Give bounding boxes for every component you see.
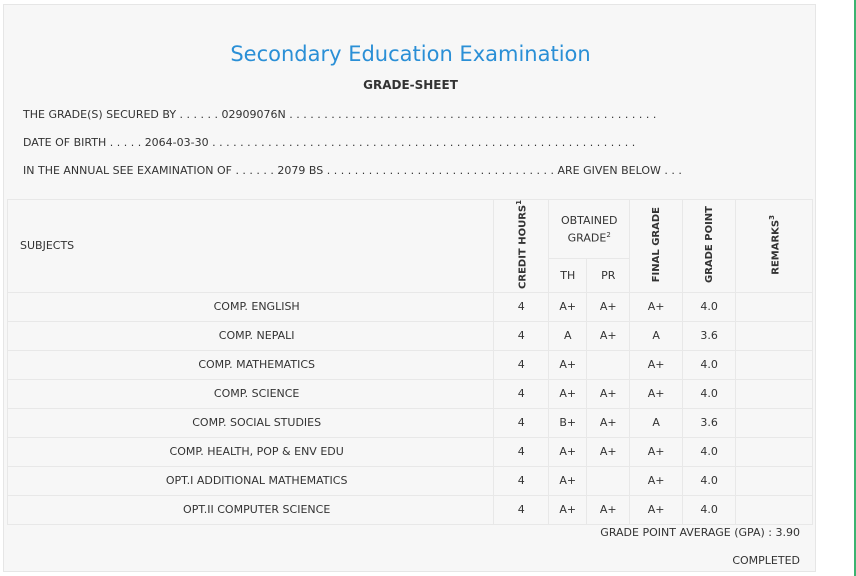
pr-grade-cell: A+ xyxy=(587,321,630,350)
exam-year: 2079 BS xyxy=(277,164,324,177)
final-grade-cell: A+ xyxy=(630,350,683,379)
grade-point-label: GRADE POINT xyxy=(703,205,715,283)
th-grade-cell: A+ xyxy=(549,437,587,466)
secured-by-dots: . . . . . . . . . . . . . . . . . . . . . . . . . . . . . . . . . . . . . . . . . . . . . . . . . . . . . xyxy=(289,108,657,121)
final-grade-cell: A+ xyxy=(630,437,683,466)
subject-cell: COMP. NEPALI xyxy=(8,321,494,350)
grade-point-cell: 4.0 xyxy=(683,466,736,495)
symbol-number: 02909076N xyxy=(221,108,286,121)
credit-footnote: 1 xyxy=(515,200,524,205)
remarks-cell xyxy=(736,466,813,495)
grade-point-cell: 4.0 xyxy=(683,437,736,466)
grade-point-header xyxy=(683,200,736,293)
th-header: TH xyxy=(549,258,587,292)
credit-cell: 4 xyxy=(494,466,549,495)
th-grade-cell: A+ xyxy=(549,350,587,379)
dob-line xyxy=(23,136,635,149)
final-grade-cell: A xyxy=(630,408,683,437)
obtained-grade-header xyxy=(549,200,630,259)
final-grade-header xyxy=(630,200,683,293)
dob-value: 2064-03-30 xyxy=(144,136,209,149)
th-grade-cell: A+ xyxy=(549,466,587,495)
th-grade-cell: A+ xyxy=(549,495,587,524)
table-row xyxy=(8,321,813,350)
secured-by-line xyxy=(23,108,656,121)
table-row xyxy=(8,495,813,524)
dob-dots: . . . . . . . . . . . . . . . . . . . . . . . . . . . . . . . . . . . . . . . . . . . . . . . . . . . . . . . . . . . . . xyxy=(212,136,636,149)
subject-cell: COMP. SOCIAL STUDIES xyxy=(8,408,494,437)
pr-grade-cell xyxy=(587,350,630,379)
table-header-row xyxy=(8,200,813,259)
subject-cell: COMP. HEALTH, POP & ENV EDU xyxy=(8,437,494,466)
credit-cell: 4 xyxy=(494,495,549,524)
exam-dots: . . . . . . . . . . . . . . . . . . . . . . . . . . . . . . . . . xyxy=(326,164,555,177)
final-grade-cell: A+ xyxy=(630,379,683,408)
pr-grade-cell xyxy=(587,466,630,495)
remarks-label: REMARKS xyxy=(770,219,782,275)
table-row xyxy=(8,437,813,466)
pr-grade-cell: A+ xyxy=(587,408,630,437)
final-grade-cell: A+ xyxy=(630,495,683,524)
table-row xyxy=(8,379,813,408)
table-row xyxy=(8,350,813,379)
th-grade-cell: A xyxy=(549,321,587,350)
remarks-cell xyxy=(736,321,813,350)
subject-cell: OPT.I ADDITIONAL MATHEMATICS xyxy=(8,466,494,495)
subject-cell: COMP. MATHEMATICS xyxy=(8,350,494,379)
remarks-cell xyxy=(736,379,813,408)
credit-hours-header xyxy=(494,200,549,293)
grade-point-cell: 4.0 xyxy=(683,495,736,524)
th-grade-cell: B+ xyxy=(549,408,587,437)
grade-point-cell: 3.6 xyxy=(683,408,736,437)
exam-tail: ARE GIVEN BELOW . . . xyxy=(557,164,682,177)
credit-cell: 4 xyxy=(494,408,549,437)
final-grade-cell: A xyxy=(630,321,683,350)
remarks-footnote: 3 xyxy=(767,214,776,220)
grade-point-cell: 3.6 xyxy=(683,321,736,350)
grade-sheet-card xyxy=(3,4,816,572)
final-grade-cell: A+ xyxy=(630,292,683,321)
subject-cell: COMP. ENGLISH xyxy=(8,292,494,321)
credit-cell: 4 xyxy=(494,321,549,350)
obtained-label: OBTAINED xyxy=(560,213,618,227)
completion-status: COMPLETED xyxy=(732,554,800,567)
exam-title: Secondary Education Examination xyxy=(230,42,591,66)
remarks-cell xyxy=(736,350,813,379)
pr-grade-cell: A+ xyxy=(587,437,630,466)
credit-cell: 4 xyxy=(494,292,549,321)
grades-table xyxy=(7,199,813,525)
subject-cell: OPT.II COMPUTER SCIENCE xyxy=(8,495,494,524)
grade-label: GRADE xyxy=(567,231,607,245)
credit-cell: 4 xyxy=(494,379,549,408)
table-row xyxy=(8,466,813,495)
gpa-summary: GRADE POINT AVERAGE (GPA) : 3.90 xyxy=(600,526,800,539)
subjects-header: SUBJECTS xyxy=(8,200,494,293)
pr-grade-cell: A+ xyxy=(587,292,630,321)
credit-cell: 4 xyxy=(494,350,549,379)
grade-footnote: 2 xyxy=(606,230,611,239)
remarks-cell xyxy=(736,408,813,437)
pr-header: PR xyxy=(587,258,630,292)
final-grade-cell: A+ xyxy=(630,466,683,495)
th-grade-cell: A+ xyxy=(549,292,587,321)
remarks-header xyxy=(736,200,813,293)
exam-line xyxy=(23,164,682,177)
remarks-cell xyxy=(736,495,813,524)
grade-point-cell: 4.0 xyxy=(683,350,736,379)
credit-cell: 4 xyxy=(494,437,549,466)
secured-by-label: THE GRADE(S) SECURED BY . . . . . . xyxy=(23,108,219,121)
remarks-cell xyxy=(736,292,813,321)
final-grade-label: FINAL GRADE xyxy=(650,206,662,283)
table-row xyxy=(8,408,813,437)
pr-grade-cell: A+ xyxy=(587,379,630,408)
th-grade-cell: A+ xyxy=(549,379,587,408)
grade-point-cell: 4.0 xyxy=(683,379,736,408)
credit-hours-label: CREDIT HOURS xyxy=(517,204,529,289)
exam-label: IN THE ANNUAL SEE EXAMINATION OF . . . . . . xyxy=(23,164,274,177)
table-row xyxy=(8,292,813,321)
subject-cell: COMP. SCIENCE xyxy=(8,379,494,408)
grade-sheet-heading: GRADE-SHEET xyxy=(363,78,458,92)
grade-point-cell: 4.0 xyxy=(683,292,736,321)
remarks-cell xyxy=(736,437,813,466)
pr-grade-cell: A+ xyxy=(587,495,630,524)
dob-label: DATE OF BIRTH . . . . . xyxy=(23,136,142,149)
